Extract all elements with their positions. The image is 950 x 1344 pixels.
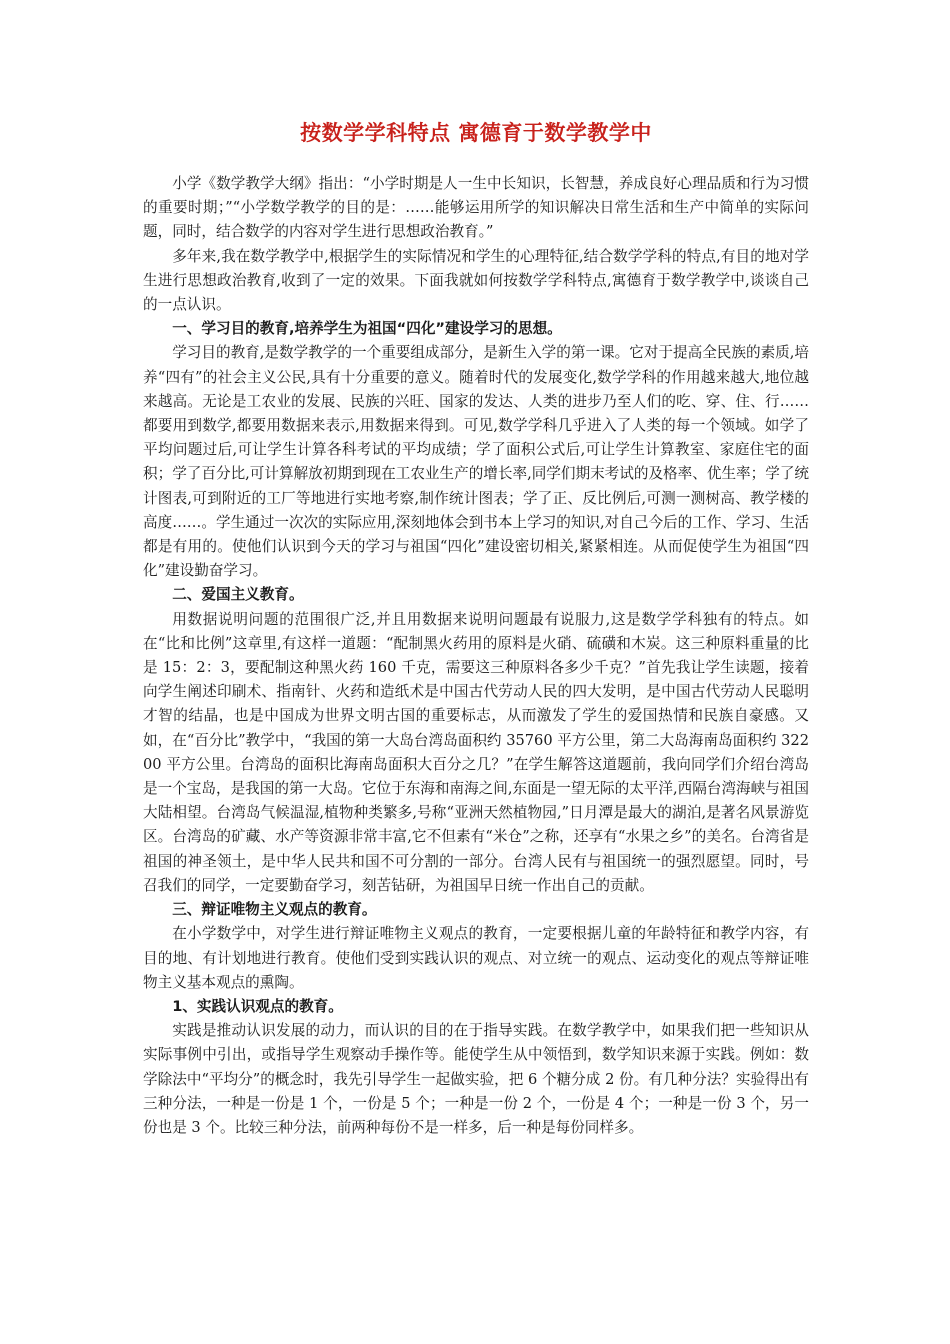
paragraph-section-1: 学习目的教育,是数学教学的一个重要组成部分，是新生入学的第一课。它对于提高全民族的素质,培养“四有”的社会主义公民,具有十分重要的意义。随着时代的发展变化,数学学科的作用越来越大,地位越来越高。无论是工农业的发展、民族的兴旺、国家的发达、人类的进步乃至人们的吃、穿、住、行……都要用到数学,都要用数据来表示,用数据来得到。可见,数学学科几乎进入了人类的每一个领域。如学了平均问题过后,可让学生计算各科考试的平均成绩；学了面积公式后,可让学生计算教室、家庭住宅的面积；学了百分比,可计算解放初期到现在工农业生产的增长率,同学们期末考试的及格率、优生率；学了统计图表,可到附近的工厂等地进行实地考察,制作统计图表；学了正、反比例后,可测一测树高、教学楼的高度……。学生通过一次次的实际应用,深刻地体会到书本上学习的知识,对自己今后的工作、学习、生活都是有用的。使他们认识到今天的学习与祖国“四化”建设密切相关,紧紧相连。从而促使学生为祖国“四化”建设勤奋学习。 bbox=[143, 344, 810, 580]
section-heading-1: 一、学习目的教育,培养学生为祖国“四化”建设学习的思想。 bbox=[172, 320, 562, 338]
document-title: 按数学学科特点 寓德育于数学教学中 bbox=[300, 121, 652, 145]
paragraph-intro-experience: 多年来,我在数学教学中,根据学生的实际情况和学生的心理特征,结合数学学科的特点,有目的地对学生进行思想政治教育,收到了一定的效果。下面我就如何按数学学科特点,寓德育于数学教学中,谈谈自己的一点认识。 bbox=[143, 247, 809, 314]
paragraph-subsection-3-1: 实践是推动认识发展的动力，而认识的目的在于指导实践。在数学教学中，如果我们把一些知识从实际事例中引出，或指导学生观察动手操作等。能使学生从中领悟到，数学知识来源于实践。例如：数学除法中“平均分”的概念时，我先引导学生一起做实验，把 6 个糖分成 2 份。有几种分法？实验得出有三种分法，一种是一份是 1 个，一份是 5 个；一种是一份 2 个，一份是 4 个；一种是一份 3 个，另一份也是 3 个。比较三种分法，前两种每份不是一样多，后一种是每份同样多。 bbox=[143, 1022, 809, 1136]
paragraph-section-3: 在小学数学中，对学生进行辩证唯物主义观点的教育，一定要根据儿童的年龄特征和教学内容，有目的地、有计划地进行教育。使他们受到实践认识的观点、对立统一的观点、运动变化的观点等辩证唯物主义基本观点的熏陶。 bbox=[143, 925, 809, 991]
paragraph-intro-syllabus: 小学《数学教学大纲》指出：“小学时期是人一生中长知识，长智慧，养成良好心理品质和行为习惯的重要时期；”“小学数学教学的目的是：……能够运用所学的知识解决日常生活和生产中简单的实际问题，同时，结合数学的内容对学生进行思想政治教育。” bbox=[143, 175, 809, 241]
paragraph-section-2: 用数据说明问题的范围很广泛,并且用数据来说明问题最有说服力,这是数学学科独有的特点。如在“比和比例”这章里,有这样一道题：“配制黑火药用的原料是火硝、硫磺和木炭。这三种原料重量的比是 15：2：3，要配制这种黑火药 160 千克，需要这三种原料各多少千克？”首先我让学生读题，接着向学生阐述印刷术、指南针、火药和造纸术是中国古代劳动人民的四大发明，是中国古代劳动人民聪明才智的结晶，也是中国成为世界文明古国的重要标志，从而激发了学生的爱国热情和民族自豪感。又如，在“百分比”教学中，“我国的第一大岛台湾岛面积约 35760 平方公里，第二大岛海南岛面积约 32200 平方公里。台湾岛的面积比海南岛面积大百分之几？”在学生解答这道题前，我向同学们介绍台湾岛是一个宝岛，是我国的第一大岛。它位于东海和南海之间,东面是一望无际的太平洋,西隔台湾海峡与祖国大陆相望。台湾岛气候温湿,植物种类繁多,号称“亚洲天然植物园,”日月潭是最大的湖泊,是著名风景游览区。台湾岛的矿藏、水产等资源非常丰富,它不但素有“米仓”之称，还享有“水果之乡”的美名。台湾省是祖国的神圣领土，是中华人民共和国不可分割的一部分。台湾人民有与祖国统一的强烈愿望。同时，号召我们的同学，一定要勤奋学习，刻苦钻研，为祖国早日统一作出自己的贡献。 bbox=[143, 610, 810, 894]
document-page bbox=[143, 118, 809, 1140]
section-heading-2: 二、爱国主义教育。 bbox=[172, 586, 304, 604]
section-heading-3: 三、辩证唯物主义观点的教育。 bbox=[172, 901, 377, 919]
subsection-heading-3-1: 1、实践认识观点的教育。 bbox=[172, 997, 343, 1015]
